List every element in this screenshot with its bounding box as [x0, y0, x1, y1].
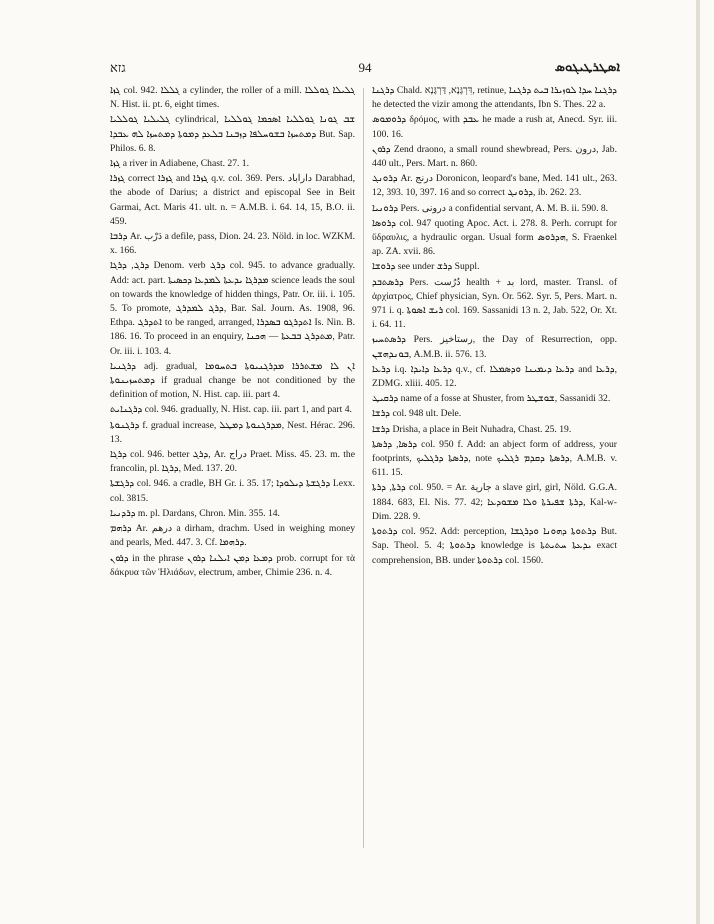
header-syriac-word: ܐܣܛܪܛܝܓܘܣ [554, 60, 620, 75]
dictionary-entry: ܕܪܘܫܐ see under ܕܪܫ Suppl. [372, 261, 480, 273]
dictionary-entry: ܕܪܘܢ in the phrase ܕܡܥܐ ܕܡܢ ܐܝܠܢܐ ܕܪܘܢ prob. corrupt for τὰ δάκρυα τῶν Ἡλιάδων, electrum, amber, Chimie 236. n. 4. [110, 552, 355, 578]
column-divider [363, 88, 364, 848]
dictionary-entry: ܕܪܓܐ col. 946. better ܕܪܓ, Ar. دراج Praet. Miss. 45. 23. m. the francolin, pl. ܕܪܓܐ, Med. 137. 20. [110, 449, 355, 475]
dictionary-entry: ܕܪܘܢ Zend draono, a small round shewbread, Pers. درون, Jab. 440 ult., Pers. Mart. n. 860. [372, 143, 617, 170]
dictionary-entry: ܕܪܩܝܛ name of a fosse at Shuster, from ܫܘܫܛܪ, Sassanidi 32. [372, 393, 611, 405]
dictionary-entry: ܕܪܓܢܝܐ adj. gradual, ܐܢ ܠܐ ܡܫܬܪܪܐ ܡܕܪܓܢܝܘܬܐ ܒܬܚܘܡܐ ܕܡܬܚܙܝܢܘܬܐ if gradual change be not conditioned by the definition of motion, N. Hist. cap. iii. part 4. [110, 360, 355, 401]
dictionary-entry: ܕܪܕܢܝܐ m. pl. Dardans, Chron. Min. 355. 14. [110, 507, 280, 519]
dictionary-entry: ܓܙܐ a river in Adiabene, Chast. 27. 1. [110, 158, 249, 170]
dictionary-entry: ܕܪܓ, ܕܪܓܐ Denom. verb ܕܪܓ col. 945. to advance gradually. Add: act. part. ܡܕܪܓܐ ܝܕܥܬܐ ܠܡܕܥܐ ܕܟܣܝܬܐ science leads the soul on towards the knowledge of hidden things, Patr. Or. iii. i. 105. 5. To promote, ܕܪܓ ܠܡܕܪܓ, Bar. Sal. Journ. As. 1908, 96. Ethpa. ܐܬܕܪܓ to be ranged, arranged, ܐܬܕܪܓܘ ܒܣܕܪܐ Is. Nin. B. 186. 16. To proceed in an enquiry, ܡܬܕܪܓ ܒܒܥܬܐ — ܗܟܢܐ, Patr. Or. iii. i. 103. 4. [110, 260, 356, 357]
dictionary-entry: ܕܪܓܢܐ Chald. דִּרְגָּנָא, דַּרְגָּנָא, retinue, ܕܪܓܢܐ ܚܕܐ ܠܘܙܝܪܐ ܒܝܬ ܕܪܓܢܐ he detected the vizir among the attendants, Ibn S. Thes. 22 a. [372, 85, 617, 111]
dictionary-entry: ܕܪܫܐ Drisha, a place in Beit Nuhadra, Chast. 25. 19. [372, 423, 572, 435]
dictionary-entry: ܕܪܬܘܬܐ col. 952. Add: perception, ܕܪܬܘܬܐ ܕܗܘܢܐ ܘܕܪܓܫܐ But. Sap. Theol. 5. 4; ܕܪܬܘܬܐ knowledge is ܝܕܥܬܐ ܚܬܝܬܬܐ exact comprehension, BB. under ܕܪܬܘܬܐ col. 1560. [372, 526, 617, 566]
left-column [110, 84, 355, 581]
dictionary-entry: ܕܪܘܢܝܐ Pers. درونی a confidential servant, A. M. B. ii. 590. 8. [372, 202, 609, 214]
running-header [110, 60, 620, 80]
dictionary-entry: ܓܙܐ col. 942. ܓܠܠܐ a cylinder, the roller of a mill. ܓܠܝܠܐ ܓܘܠܠܐ N. Hist. ii. pt. 6, eight times. [110, 85, 355, 111]
dictionary-entry: ܕܪܣܐ, ܕܪܣܬܐ col. 950 f. Add: an abject form of address, your footprints, ܕܪܣܬܐ ܕܪܓܠܝܟ, note ܕܪܣܬܐ ܕܩܕܡ ܪܓܠܝܟ, A.M.B. v. 611. 15. [372, 438, 618, 479]
dictionary-entry: ܕܪܘܣܐ col. 947 quoting Apoc. Act. i. 278. 8. Perh. corrupt for ὕδραυλις, a hydraulic organ. Usual form ܗܕܪܘܣ, S. Fraenkel ap. ZA. xvii. 86. [372, 217, 617, 258]
dictionary-entry: ܓܠܝܠܝܐ ܓܘܠܠܝܐ cylindrical, ܫܒ ܓܘܢܐ ܓܘܠܠܝܐ ܐܣܟܡܐ ܓܘܠܠܝܐ ܕܡܬܚܙܐ ܒܫܘܚܠܦܐ ܕܙܒܢܐ ܒܠܥܕ ܕܡܘܬܐ ܕܡܬܚܙܐ ܠܗ ܥܒܕܐ But. Sap. Philos. 6. 8. [110, 114, 355, 154]
right-column [372, 84, 617, 569]
header-hebrew-letters: גזא [110, 61, 126, 76]
dictionary-entry: ܕܪܣܬܚܝܙ Pers. رستاخيز, the Day of Resurrection, opp. ܒܘܢܕܗܫܢ, A.M.B. ii. 576. 13. [372, 334, 617, 360]
page-number: 94 [358, 60, 372, 75]
dictionary-entry: ܕܪܣܬܒܕ Pers. دُرُست health + بد lord, master. Transl. of ἀρχίατρος, Chief physician, Syn. Or. 562. Syr. 5, Pers. Mart. n. 971 i. q. ܪܝܫ ܐܣܘܬܐ col. 169. Sassanidi 13 n. 2, Jab. 522, Or. Xt. i. 64. 11. [372, 276, 618, 331]
dictionary-entry: ܕܪܗܡ Ar. درهم a dirham, drachm. Used in weighing money and pearls, Med. 447. 3. Cf. ܕܪܗܡܐ. [110, 523, 356, 549]
dictionary-entry: ܕܪܘܡܘܣ δρόμος, with ܥܒܕ he made a rush at, Anecd. Syr. iii. 100. 16. [372, 114, 617, 140]
dictionary-entry: ܕܪܘܢܓ Ar. درنج Doronicon, leopard's bane, Med. 141 ult., 263. 12, 393. 10, 397. 16 and so correct ܕܪܘܢܓ, ib. 262. 23. [372, 173, 618, 199]
dictionary-entry: ܕܪܓܢܐܝܬ col. 946. gradually, N. Hist. cap. iii. part 1, and part 4. [110, 404, 352, 416]
dictionary-entry: ܓܙܪܐ correct ܓܙܪܐ and ܓܙܪܐ q.v. col. 369. Pers. داراباد Darabhad, the abode of Darius; a district and episcopal See in Beit Garmai, Act. Maris 41. ult. n. = A.M.B. i. 64. 14, 15, B.O. ii. 459. [110, 173, 355, 227]
page-edge [696, 0, 700, 924]
dictionary-entry: ܕܪܥܐ i.q. ܕܪܥܐ ܕܐܝܕܐ q.v., cf. ܕܪܥܐ ܕܝܡܝܢܐ ܘܕܣܡܠܐ and ܕܪܥܐ, ZDMG. xliii. 405. 12. [372, 363, 617, 390]
dictionary-entry: ܕܪܒܐ Ar. دَرْب a defile, pass, Dion. 24. 23. Nöld. in loc. WZKM. x. 166. [110, 231, 355, 257]
dictionary-entry: ܕܪܬܐ, ܕܪܬܐ col. 950. = Ar. جارية a slave girl, girl, Nöld. G.G.A. 1884. 683, El. Nis. 77. 42; ܕܪܬܐ ܫܦܝܪܬܐ ܘܠܐ ܡܫܘܕܥܐ, Kal-w-Dim. 228. 9. [372, 482, 617, 522]
dictionary-entry: ܕܪܫܐ col. 948 ult. Dele. [372, 408, 462, 420]
dictionary-entry: ܕܪܓܫܬܐ col. 946. a cradle, BH Gr. i. 35. 17; ܕܪܓܫܬܐ ܕܝܠܘܕܐ Lexx. col. 3815. [110, 478, 355, 504]
dictionary-entry: ܕܪܓܢܘܬܐ f. gradual increase, ܡܕܪܓܢܘܬܐ ܕܡܛܠ, Nest. Hérac. 296. 13. [110, 419, 355, 445]
